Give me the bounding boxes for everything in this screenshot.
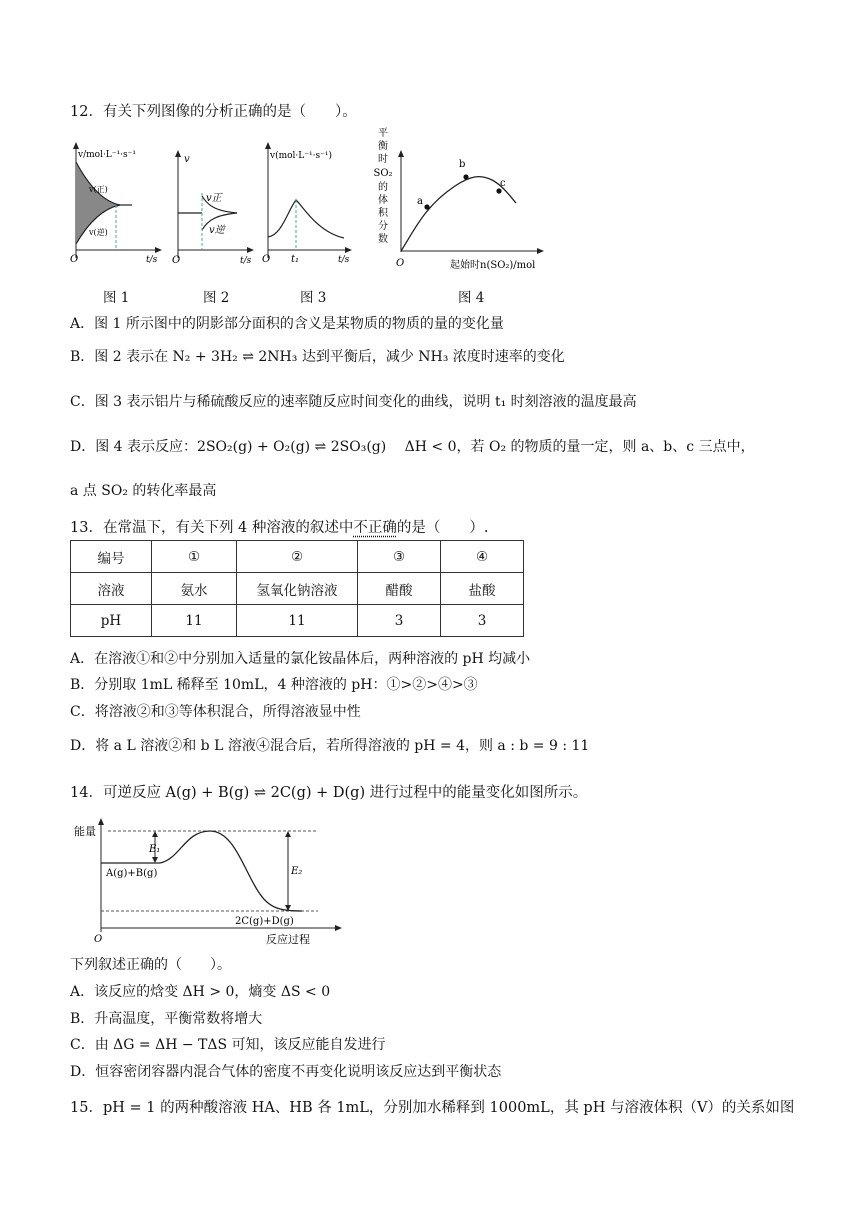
q13-stem — [70, 516, 489, 537]
fig1-ylabel: v/mol·L⁻¹·s⁻¹ — [78, 150, 136, 160]
fig4-ylabel-3: SO₂ — [373, 168, 393, 179]
fig3-caption: 图 3 — [300, 290, 327, 306]
table-cell: ③ — [358, 541, 441, 573]
fig4-point-c — [496, 188, 501, 193]
q13-stem-pre: 13．在常温下，有关下列 4 种溶液的叙述中 — [70, 520, 354, 536]
table-cell: 3 — [441, 605, 524, 637]
q14-sub-stem: 下列叙述正确的（ ）。 — [70, 957, 231, 973]
q14-energy-diagram — [70, 814, 360, 946]
fig4-ylabel-2: 时 — [378, 154, 388, 165]
fig2-ylabel: v — [184, 154, 190, 165]
q12-option-c: C．图 3 表示铝片与稀硫酸反应的速率随反应时间变化的曲线，说明 t₁ 时刻溶液的温度最高 — [70, 394, 637, 410]
q14-option-d: D．恒容密闭容器内混合气体的密度不再变化说明该反应达到平衡状态 — [70, 1064, 502, 1080]
fig4-ylabel-1: 衡 — [378, 141, 388, 152]
table-cell: 溶液 — [71, 573, 152, 605]
q14-product-label: 2C(g)+D(g) — [235, 916, 294, 927]
figure-4 — [370, 124, 560, 274]
q12-stem: 12．有关下列图像的分析正确的是（ ）。 — [70, 104, 357, 120]
fig3-xlabel: t/s — [338, 255, 350, 265]
figure-3 — [262, 140, 362, 270]
fig4-point-a — [424, 204, 429, 209]
q14-option-a: A．该反应的焓变 ΔH > 0，熵变 ΔS < 0 — [70, 984, 331, 1000]
table-row — [71, 541, 524, 573]
fig2-origin: O — [172, 255, 181, 266]
table-cell: ④ — [441, 541, 524, 573]
figure-1 — [70, 140, 165, 270]
fig4-ylabel-4: 的 — [378, 182, 388, 193]
q13-option-b: B．分别取 1mL 稀释至 10mL，4 种溶液的 pH：①>②>④>③ — [70, 677, 478, 693]
q12-option-d: D．图 4 表示反应：2SO₂(g) + O₂(g) ⇌ 2SO₃(g) ΔH < 0，若 O₂ 的物质的量一定，则 a、b、c 三点中， — [70, 439, 755, 455]
fig4-label-a: a — [417, 196, 423, 207]
fig4-ylabel-7: 分 — [378, 221, 388, 232]
q13-option-d: D．将 a L 溶液②和 b L 溶液④混合后，若所得溶液的 pH = 4，则 a : b = 9 : 11 — [70, 738, 590, 754]
fig3-t1: t₁ — [291, 254, 300, 265]
q13-option-c: C．将溶液②和③等体积混合，所得溶液显中性 — [70, 704, 361, 720]
fig4-label-b: b — [459, 159, 466, 170]
table-cell: 编号 — [71, 541, 152, 573]
fig3-ylabel: v(mol·L⁻¹·s⁻¹) — [270, 151, 332, 161]
table-cell: 醋酸 — [358, 573, 441, 605]
fig2-caption: 图 2 — [203, 290, 230, 306]
q14-option-c: C．由 ΔG = ΔH − TΔS 可知，该反应能自发进行 — [70, 1037, 386, 1053]
q14-stem: 14．可逆反应 A(g) + B(g) ⇌ 2C(g) + D(g) 进行过程中的能量变化如图所示。 — [70, 785, 588, 801]
q14-ylabel: 能量 — [74, 825, 96, 838]
fig1-origin: O — [70, 254, 79, 265]
q14-e2-label: E₂ — [291, 866, 303, 877]
fig1-caption: 图 1 — [103, 290, 130, 306]
table-row — [71, 605, 524, 637]
fig1-v-zheng: v(正) — [89, 185, 108, 194]
table-cell: ② — [237, 541, 358, 573]
q12-option-b: B．图 2 表示在 N₂ + 3H₂ ⇌ 2NH₃ 达到平衡后，减少 NH₃ 浓度时速率的变化 — [70, 349, 565, 365]
fig4-ylabel-6: 积 — [378, 208, 388, 219]
table-cell: 3 — [358, 605, 441, 637]
figure-2 — [172, 148, 262, 270]
fig1-v-ni: v(逆) — [89, 228, 108, 237]
q12-option-a: A．图 1 所示图中的阴影部分面积的含义是某物质的物质的量的变化量 — [70, 316, 504, 332]
q15-stem: 15．pH = 1 的两种酸溶液 HA、HB 各 1mL，分别加水稀释到 1000mL，其 pH 与溶液体积（V）的关系如图 — [70, 1100, 795, 1116]
fig3-origin: O — [262, 254, 271, 265]
fig4-ylabel — [373, 127, 392, 245]
q12-option-d-cont: a 点 SO₂ 的转化率最高 — [70, 483, 217, 499]
table-cell: 氢氧化钠溶液 — [237, 573, 358, 605]
fig4-ylabel-8: 数 — [378, 234, 388, 245]
fig2-xlabel: t/s — [240, 256, 252, 266]
fig4-ylabel-5: 体 — [378, 195, 388, 206]
fig1-xlabel: t/s — [146, 255, 158, 265]
table-cell: 11 — [152, 605, 237, 637]
table-cell: 氨水 — [152, 573, 237, 605]
table-cell: 11 — [237, 605, 358, 637]
table-row — [71, 573, 524, 605]
fig2-v-ni: v逆 — [209, 225, 225, 236]
fig4-label-c: c — [500, 178, 506, 189]
q13-stem-post: 的是（ ）. — [396, 520, 489, 536]
q14-reactant-label: A(g)+B(g) — [106, 868, 158, 879]
table-cell: ① — [152, 541, 237, 573]
table-cell: 盐酸 — [441, 573, 524, 605]
q13-option-a: A．在溶液①和②中分别加入适量的氯化铵晶体后，两种溶液的 pH 均减小 — [70, 651, 531, 667]
q14-origin: O — [94, 934, 103, 945]
q14-option-b: B．升高温度，平衡常数将增大 — [70, 1011, 263, 1027]
q14-e1-label: E₁ — [149, 844, 161, 855]
q14-xlabel: 反应过程 — [266, 933, 310, 946]
fig4-caption: 图 4 — [458, 290, 485, 306]
fig4-origin: O — [396, 258, 405, 269]
q13-solution-table — [70, 540, 524, 637]
q13-stem-emphasis: 不正确 — [353, 520, 397, 536]
fig4-point-b — [463, 174, 468, 179]
fig4-ylabel-0: 平 — [378, 128, 388, 139]
fig4-xlabel: 起始时n(SO₂)/mol — [450, 260, 536, 271]
fig2-v-zheng: v正 — [206, 193, 222, 204]
table-cell: pH — [71, 605, 152, 637]
